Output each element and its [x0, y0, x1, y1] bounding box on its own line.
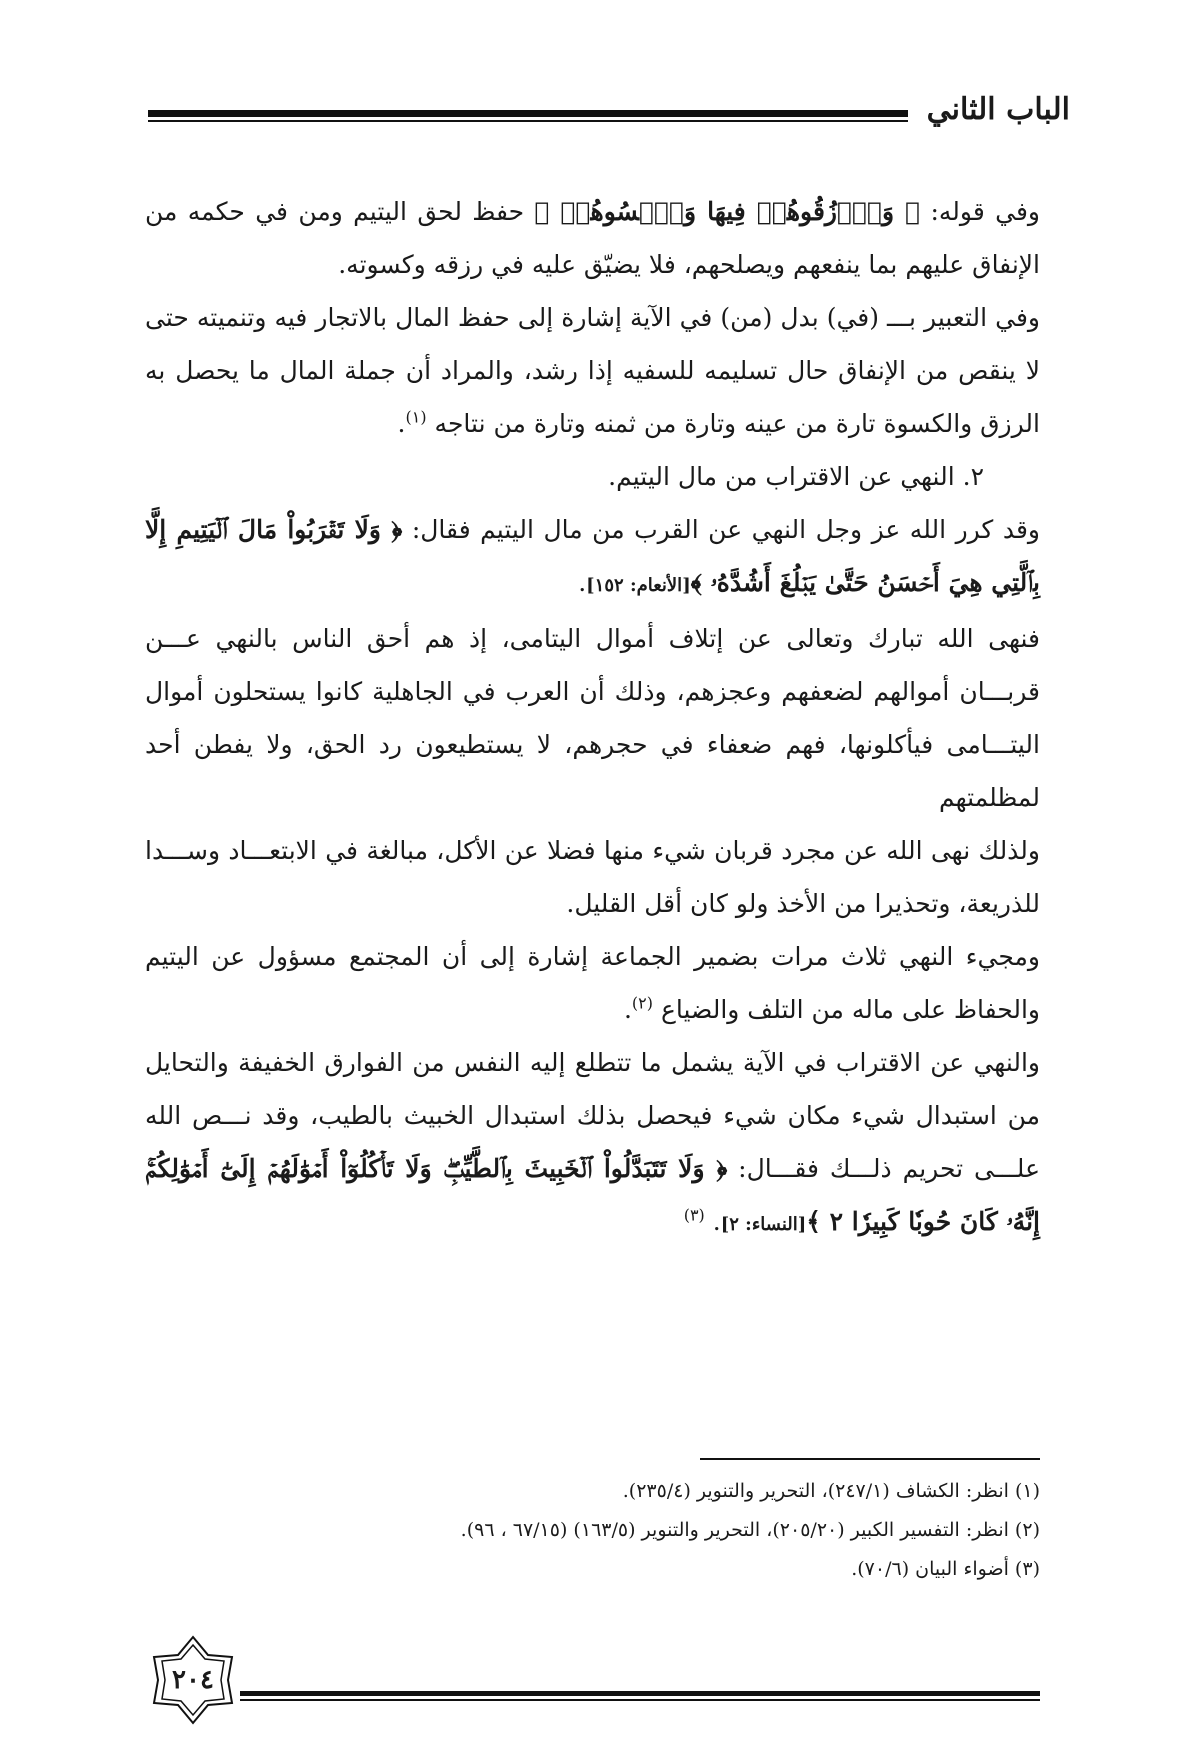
text-run: وقد كرر الله عز وجل النهي عن القرب من مال اليتيم فقال: — [402, 515, 1040, 544]
chapter-title: الباب الثاني — [926, 92, 1070, 127]
quran-verse: ﴿ وَلَا تَتَبَدَّلُواْ ٱلۡخَبِيثَ بِٱلطَّيِّبِۖ وَلَا تَأۡكُلُوٓاْ أَمۡوَٰلَهُمۡ إِلَىٰٓ أَمۡوَٰلِكُمۡۚ إِنَّهُۥ كَانَ حُوبٗا كَبِيرٗا ٢ ﴾ — [145, 1154, 1040, 1236]
footnote: (٣) أضواء البيان (٧٠/٦). — [851, 1558, 1040, 1580]
header-rule — [148, 110, 908, 122]
text-run: . — [712, 1207, 721, 1236]
paragraph — [145, 503, 1040, 612]
text-run: حفظ لحق اليتيم ومن في حكمه من الإنفاق عليهم بما ينفعهم ويصلحهم، فلا يضيّق عليه في رزقه وكسوته. — [145, 197, 1040, 279]
footnote: (١) انظر: الكشاف (٢٤٧/١)، التحرير والتنوير (٢٣٥/٤). — [622, 1480, 1040, 1502]
verse-reference: [الأنعام: ١٥٢] — [586, 575, 691, 596]
paragraph — [145, 291, 1040, 450]
main-text — [145, 185, 1040, 1251]
text-run: والنهي عن الاقتراب في الآية يشمل ما تتطلع إليه النفس من الفوارق الخفيفة والتحايل من استبدال شيء مكان شيء فيحصل بذلك استبدال الخبيث بالطيب، وقد نـــص الله علـــى تحريم ذلـــك فقـــال: — [145, 1048, 1040, 1183]
footnotes — [145, 1472, 1040, 1589]
quran-verse: ﴿ وَلَا تَقۡرَبُواْ مَالَ ٱلۡيَتِيمِ إِلَّا بِٱلَّتِي هِيَ أَحۡسَنُ حَتَّىٰ يَبۡلُغَ أَشُدَّهُۥ ﴾ — [145, 515, 1040, 597]
text-run: وفي التعبير بـــ (في) بدل (من) في الآية إشارة إلى حفظ المال بالاتجار فيه وتنميته حتى لا ينقص من الإنفاق حال تسليمه للسفيه إذا رشد، والمراد أن جملة المال ما يحصل به الرزق والكسوة تارة من عينه وتارة من ثمنه وتارة من نتاجه — [145, 303, 1040, 438]
text-run: . — [578, 568, 587, 597]
paragraph — [145, 930, 1040, 1036]
text-run: ومجيء النهي ثلاث مرات بضمير الجماعة إشارة إلى أن المجتمع مسؤول عن اليتيم والحفاظ على ماله من التلف والضياع — [145, 942, 1040, 1024]
verse-reference: [النساء: ٢] — [720, 1214, 807, 1235]
text-run: وفي قوله: — [920, 197, 1040, 226]
text-run: . — [623, 995, 632, 1024]
paragraph: فنهى الله تبارك وتعالى عن إتلاف أموال اليتامى، إذ هم أحق الناس بالنهي عـــن قربـــان أموالهم لضعفهم وعجزهم، وذلك أن العرب في الجاهلية كانوا يستحلون أموال اليتـــامى فيأكلونها، فهم ضعفاء في حجرهم، لا يستطيعون رد الحق، ولا يفطن أحد لمظلمتهم — [145, 624, 1040, 812]
footnote: (٢) انظر: التفسير الكبير (٢٠٥/٢٠)، التحرير والتنوير (١٦٣/٥) (٦٧/١٥ ، ٩٦). — [460, 1519, 1040, 1541]
text-run: . — [397, 409, 406, 438]
footnote-marker: (١) — [405, 407, 427, 427]
footnote-marker: (٣) — [683, 1205, 705, 1225]
paragraph — [145, 1036, 1040, 1251]
quran-verse: ﴿ وَٱرۡزُقُوهُمۡ فِيهَا وَٱكۡسُوهُمۡ ﴾ — [534, 197, 921, 226]
footer-rule — [240, 1691, 1040, 1701]
page-number: ٢٠٤ — [172, 1665, 214, 1695]
paragraph: ولذلك نهى الله عن مجرد قربان شيء منها فضلا عن الأكل، مبالغة في الابتعـــاد وســـدا للذريعة، وتحذيرا من الأخذ ولو كان أقل القليل. — [145, 836, 1040, 918]
footnote-separator — [700, 1458, 1040, 1460]
section-heading: ٢. النهي عن الاقتراب من مال اليتيم. — [608, 462, 984, 491]
footnote-marker: (٢) — [631, 993, 654, 1013]
paragraph — [145, 185, 1040, 291]
